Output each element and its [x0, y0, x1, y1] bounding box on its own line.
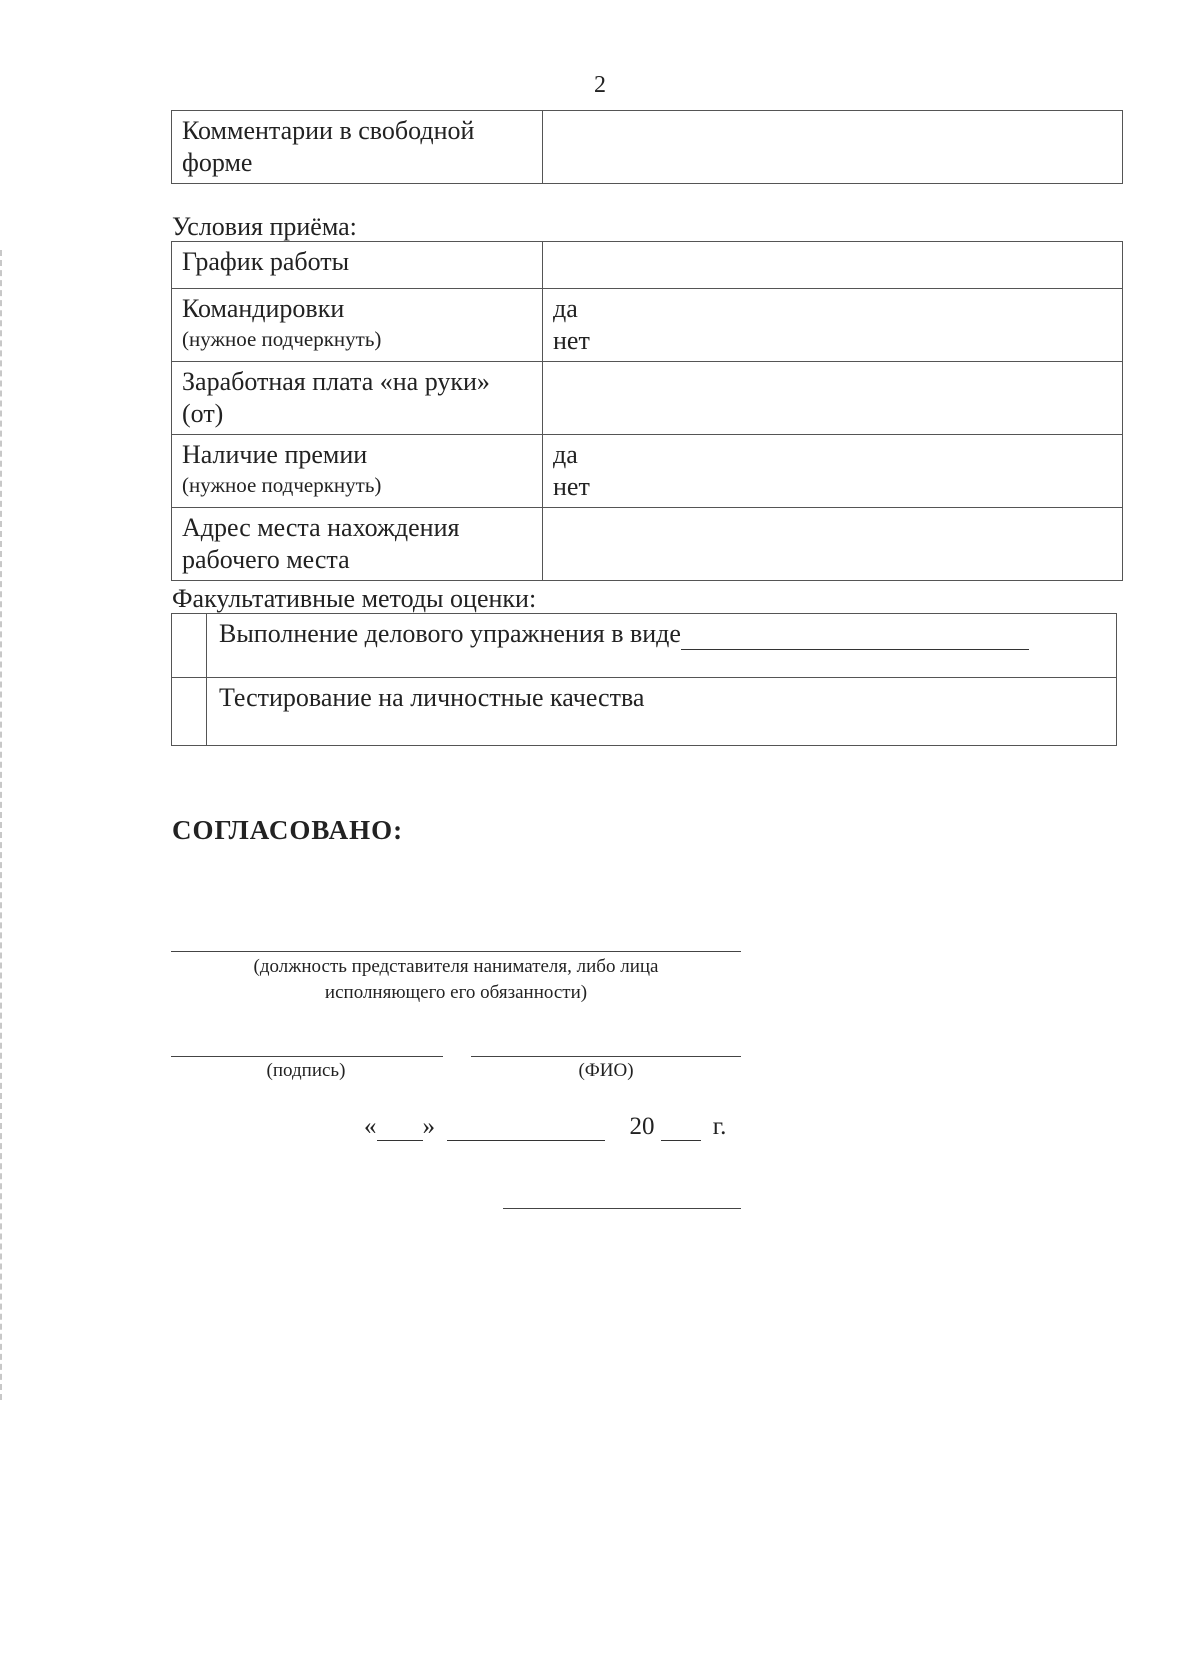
comments-table: [171, 110, 1123, 184]
method-checkbox[interactable]: [172, 678, 207, 746]
comments-value[interactable]: [543, 111, 1123, 184]
method-blank-line[interactable]: [681, 623, 1029, 650]
date-row: [364, 1113, 726, 1141]
approval-heading: СОГЛАСОВАНО:: [172, 815, 404, 845]
condition-value[interactable]: [543, 289, 1123, 362]
condition-label: Адрес места нахождения рабочего места: [172, 508, 543, 581]
year-prefix: 20: [629, 1113, 655, 1140]
signature-line[interactable]: [171, 1056, 443, 1057]
page-number: 2: [594, 72, 606, 98]
method-label: Выполнение делового упражнения в виде: [207, 614, 1117, 678]
condition-label: Командировки (нужное подчеркнуть): [172, 289, 543, 362]
extra-signature-line[interactable]: [503, 1208, 741, 1209]
option-yes[interactable]: да: [553, 294, 578, 323]
name-line[interactable]: [471, 1056, 741, 1057]
position-signature-line[interactable]: [171, 951, 741, 952]
conditions-table: [171, 241, 1123, 581]
name-caption: (ФИО): [578, 1060, 634, 1081]
position-caption: (должность представителя нанимателя, либо лица исполняющего его обязанности): [253, 956, 659, 1003]
option-yes[interactable]: да: [553, 440, 578, 469]
table-row: [172, 289, 1123, 362]
table-row: [172, 678, 1117, 746]
condition-value[interactable]: [543, 508, 1123, 581]
method-checkbox[interactable]: [172, 614, 207, 678]
method-label: Тестирование на личностные качества: [207, 678, 1117, 746]
table-row: [172, 435, 1123, 508]
comments-label: Комментарии в свободной форме: [172, 111, 543, 184]
methods-table: [171, 613, 1117, 746]
table-row: [172, 362, 1123, 435]
condition-label: График работы: [172, 242, 543, 289]
day-blank[interactable]: [377, 1114, 423, 1141]
signature-caption: (подпись): [266, 1060, 346, 1081]
conditions-heading: Условия приёма:: [172, 212, 357, 241]
option-no[interactable]: нет: [553, 326, 590, 355]
year-blank[interactable]: [661, 1114, 701, 1141]
condition-value[interactable]: [543, 362, 1123, 435]
table-row: [172, 242, 1123, 289]
methods-heading: Факультативные методы оценки:: [172, 584, 537, 613]
condition-value[interactable]: [543, 242, 1123, 289]
table-row: [172, 508, 1123, 581]
option-no[interactable]: нет: [553, 472, 590, 501]
month-blank[interactable]: [447, 1114, 605, 1141]
condition-value[interactable]: [543, 435, 1123, 508]
date-open-quote: «: [364, 1113, 377, 1140]
condition-label: Заработная плата «на руки» (от): [172, 362, 543, 435]
table-row: [172, 614, 1117, 678]
scan-edge-artifact: [0, 250, 4, 1400]
condition-label: Наличие премии (нужное подчеркнуть): [172, 435, 543, 508]
year-suffix: г.: [712, 1113, 727, 1140]
date-close-quote: »: [422, 1113, 435, 1140]
